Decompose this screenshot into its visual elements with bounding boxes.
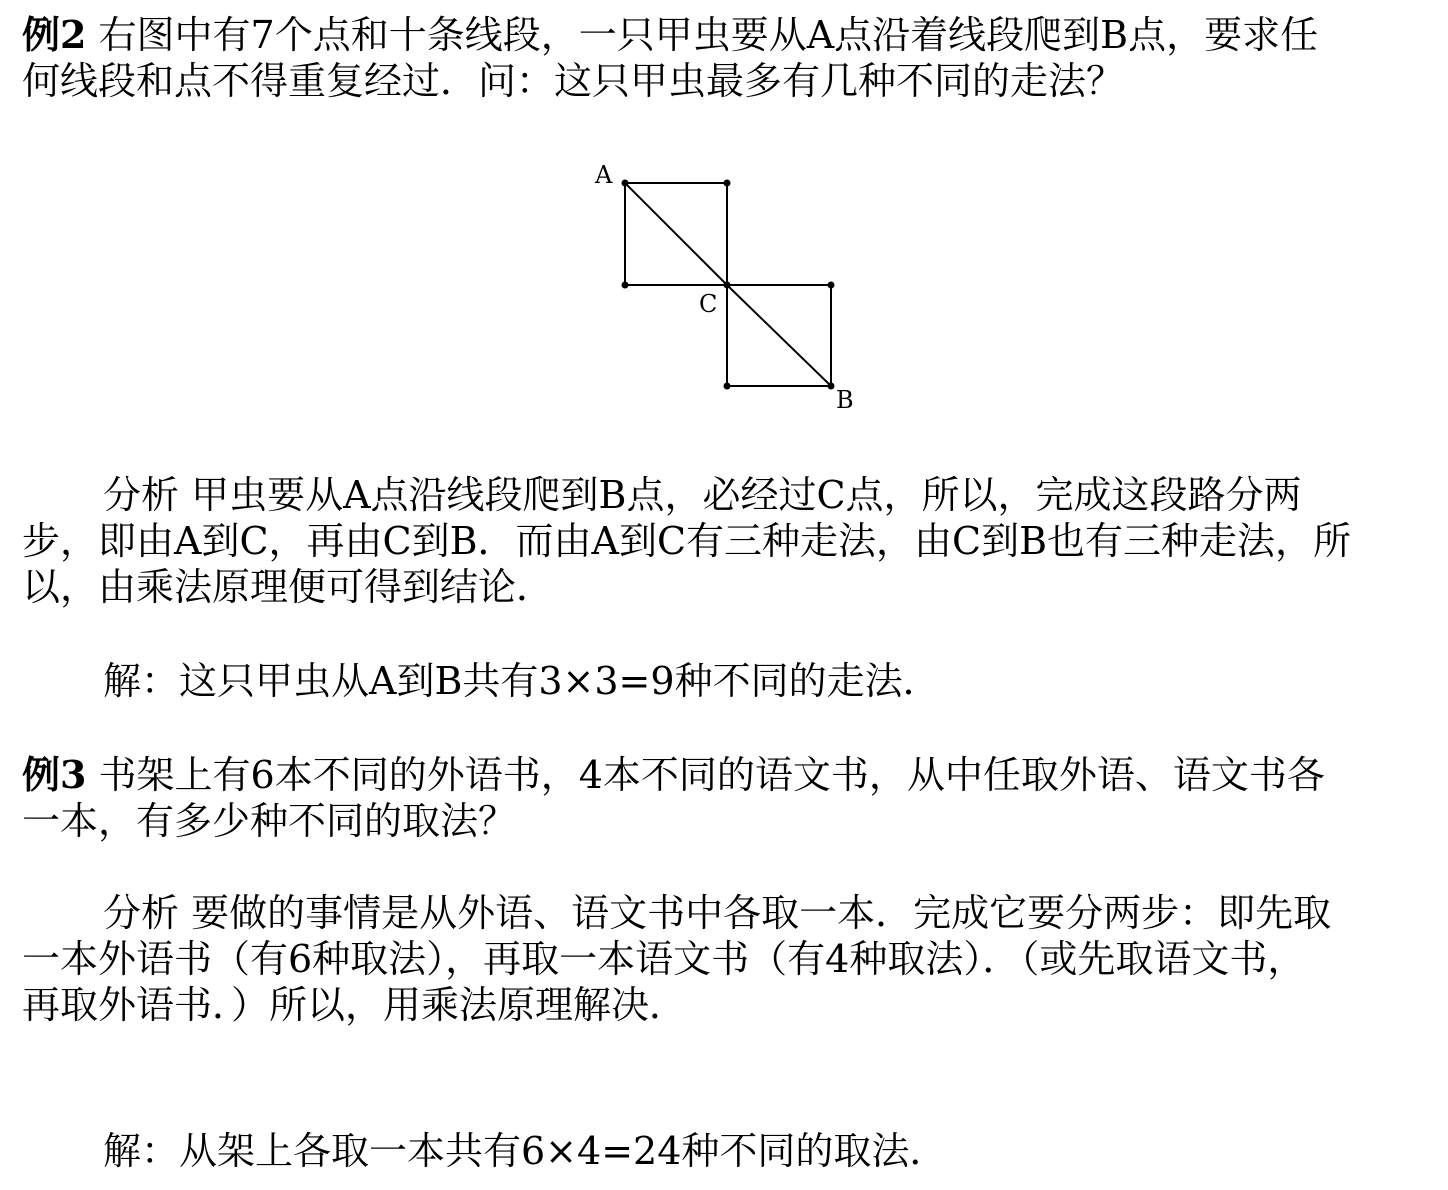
point-top-right [724,180,731,187]
example2-analysis-line-3: 以，由乘法原理便可得到结论． [22,565,555,609]
example3-analysis-line-1: 分析 要做的事情是从外语、语文书中各取一本．完成它要分两步：即先取 [103,891,1332,935]
point-bottom-left [724,383,731,390]
example2-analysis-line-1: 分析 甲虫要从A点沿线段爬到B点，必经过C点，所以，完成这段路分两 [103,473,1302,517]
example3-problem-text-1: 书架上有6本不同的外语书，4本不同的语文书，从中任取外语、语文书各 [86,753,1325,797]
example2-problem-line-2: 何线段和点不得重复经过．问：这只甲虫最多有几种不同的走法？ [22,59,1125,103]
point-c [724,282,731,289]
point-mid-left [622,282,629,289]
label-b: B [836,386,854,414]
example2-problem-line-1 [22,12,1318,58]
label-c: C [699,290,718,318]
label-a: A [595,161,613,189]
example2-solution: 解：这只甲虫从A到B共有3×3=9种不同的走法． [103,659,941,703]
segment-a-c-diagonal [625,183,727,285]
example3-problem-line-1 [22,752,1325,798]
example3-solution: 解：从架上各取一本共有6×4=24种不同的取法． [103,1129,948,1173]
segment-c-b-diagonal [727,285,831,386]
example3-analysis-line-3: 再取外语书．）所以，用乘法原理解决． [22,983,688,1027]
example2-problem-text-1: 右图中有7个点和十条线段，一只甲虫要从A点沿着线段爬到B点，要求任 [86,13,1319,57]
path-diagram [580,150,870,420]
example3-analysis-line-2: 一本外语书（有6种取法），再取一本语文书（有4种取法）．（或先取语文书， [22,937,1306,981]
example3-label: 例3 [22,752,87,797]
point-b [828,383,835,390]
point-mid-right [828,282,835,289]
example3-problem-line-2: 一本，有多少种不同的取法？ [22,799,517,843]
point-a [622,180,629,187]
example2-label: 例2 [22,12,87,57]
example2-analysis-line-2: 步，即由A到C，再由C到B．而由A到C有三种走法，由C到B也有三种走法，所 [22,519,1352,563]
